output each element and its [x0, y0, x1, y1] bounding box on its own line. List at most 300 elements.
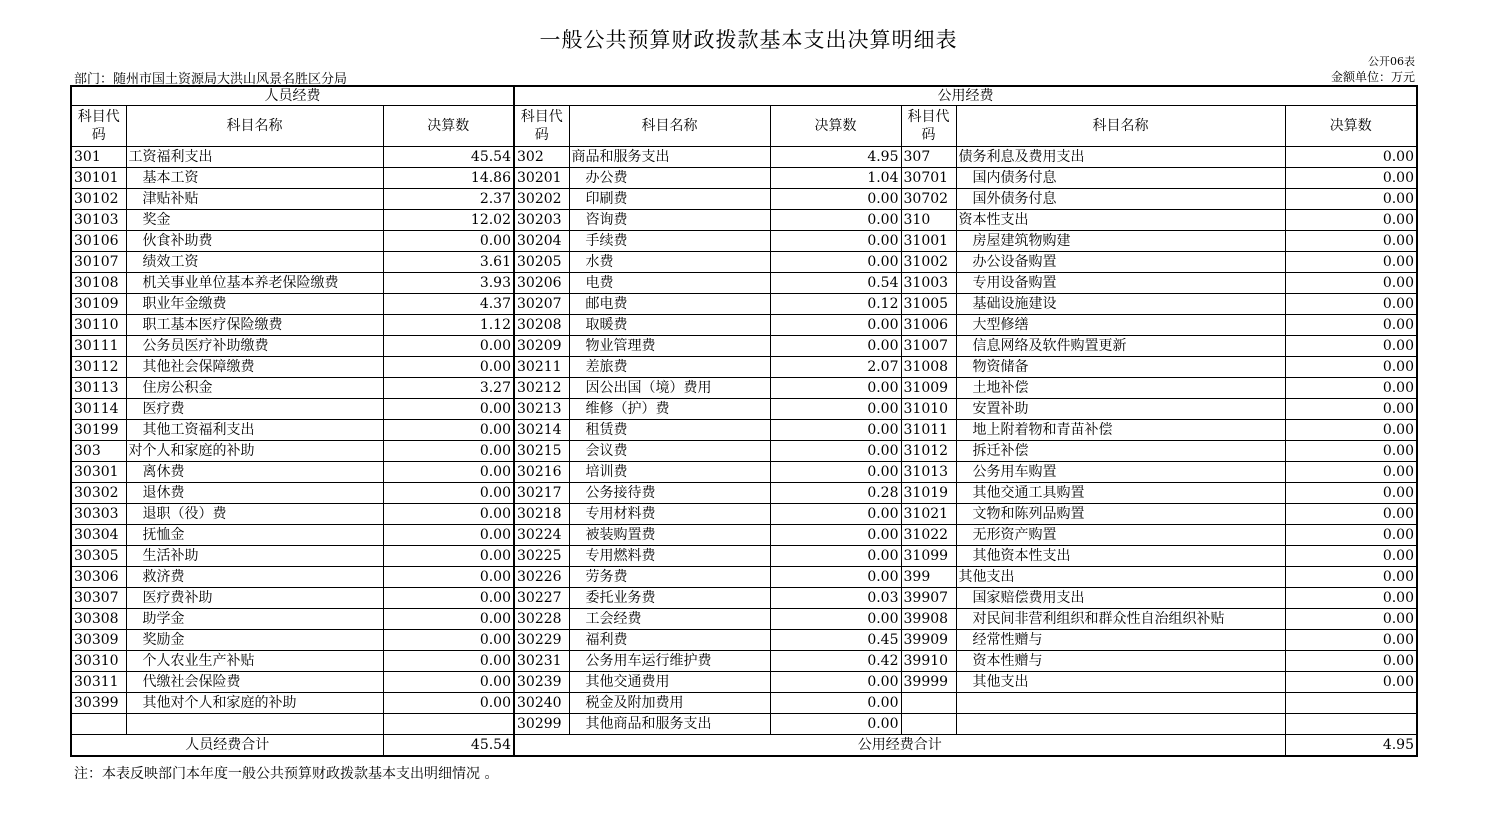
row-name: 工会经费 — [569, 609, 770, 630]
row-amount: 0.00 — [383, 546, 514, 567]
table-row — [71, 651, 1417, 672]
row-amount: 0.00 — [383, 567, 514, 588]
row-amount: 0.00 — [1285, 189, 1417, 210]
row-code: 30214 — [514, 420, 569, 441]
row-code: 30207 — [514, 294, 569, 315]
row-amount: 14.86 — [383, 168, 514, 189]
row-name: 土地补偿 — [956, 378, 1285, 399]
row-amount: 0.00 — [770, 441, 901, 462]
row-name: 退休费 — [126, 483, 383, 504]
row-code: 31019 — [901, 483, 956, 504]
row-name: 助学金 — [126, 609, 383, 630]
department-label: 部门：随州市国土资源局大洪山风景名胜区分局 — [74, 72, 348, 87]
row-name: 福利费 — [569, 630, 770, 651]
row-amount: 0.00 — [383, 525, 514, 546]
row-code: 30303 — [71, 504, 126, 525]
row-amount: 0.00 — [383, 504, 514, 525]
section-personnel: 人员经费 — [71, 86, 514, 106]
row-amount: 0.00 — [770, 462, 901, 483]
table-row — [71, 546, 1417, 567]
row-name: 电费 — [569, 273, 770, 294]
row-name: 公务接待费 — [569, 483, 770, 504]
table-row — [71, 525, 1417, 546]
row-name: 基础设施建设 — [956, 294, 1285, 315]
row-amount: 0.00 — [383, 357, 514, 378]
row-code: 31010 — [901, 399, 956, 420]
row-code: 31099 — [901, 546, 956, 567]
header-amount: 决算数 — [383, 106, 514, 147]
row-name: 会议费 — [569, 441, 770, 462]
row-amount: 0.00 — [383, 588, 514, 609]
row-code: 30216 — [514, 462, 569, 483]
row-code: 303 — [71, 441, 126, 462]
table-row — [71, 567, 1417, 588]
row-code: 31021 — [901, 504, 956, 525]
row-amount: 0.00 — [383, 651, 514, 672]
row-code: 30211 — [514, 357, 569, 378]
row-amount: 4.37 — [383, 294, 514, 315]
table-row — [71, 630, 1417, 651]
row-amount: 0.00 — [770, 567, 901, 588]
table-row — [71, 672, 1417, 693]
row-amount: 3.61 — [383, 252, 514, 273]
row-name: 代缴社会保险费 — [126, 672, 383, 693]
row-code: 30205 — [514, 252, 569, 273]
row-name: 委托业务费 — [569, 588, 770, 609]
row-code: 30213 — [514, 399, 569, 420]
row-amount: 0.00 — [1285, 672, 1417, 693]
row-amount: 0.00 — [383, 462, 514, 483]
row-amount: 0.00 — [1285, 273, 1417, 294]
row-name: 对民间非营利组织和群众性自治组织补贴 — [956, 609, 1285, 630]
section-public: 公用经费 — [514, 86, 1417, 106]
row-code: 30299 — [514, 714, 569, 735]
row-code: 31003 — [901, 273, 956, 294]
row-code: 30311 — [71, 672, 126, 693]
row-code — [71, 714, 126, 735]
row-name: 抚恤金 — [126, 525, 383, 546]
row-name: 专用设备购置 — [956, 273, 1285, 294]
row-amount: 0.00 — [770, 252, 901, 273]
row-amount: 0.00 — [383, 399, 514, 420]
row-code: 310 — [901, 210, 956, 231]
row-amount: 0.00 — [770, 420, 901, 441]
row-name: 公务用车运行维护费 — [569, 651, 770, 672]
row-code: 31011 — [901, 420, 956, 441]
row-name: 资本性支出 — [956, 210, 1285, 231]
table-row — [71, 504, 1417, 525]
row-amount: 0.00 — [1285, 336, 1417, 357]
row-code: 307 — [901, 147, 956, 168]
row-code: 30307 — [71, 588, 126, 609]
header-amount: 决算数 — [770, 106, 901, 147]
row-name: 国内债务付息 — [956, 168, 1285, 189]
row-code: 30227 — [514, 588, 569, 609]
row-code: 39907 — [901, 588, 956, 609]
row-amount: 3.27 — [383, 378, 514, 399]
row-name: 税金及附加费用 — [569, 693, 770, 714]
row-code: 30302 — [71, 483, 126, 504]
row-amount: 0.00 — [1285, 609, 1417, 630]
row-code: 30201 — [514, 168, 569, 189]
row-name: 信息网络及软件购置更新 — [956, 336, 1285, 357]
row-code: 30202 — [514, 189, 569, 210]
row-code: 30239 — [514, 672, 569, 693]
row-code: 30109 — [71, 294, 126, 315]
row-code: 30209 — [514, 336, 569, 357]
row-amount: 0.00 — [770, 231, 901, 252]
row-code: 30301 — [71, 462, 126, 483]
header-name: 科目名称 — [956, 106, 1285, 147]
row-code: 30217 — [514, 483, 569, 504]
row-code: 39908 — [901, 609, 956, 630]
row-code: 30208 — [514, 315, 569, 336]
row-code: 30215 — [514, 441, 569, 462]
row-code — [901, 714, 956, 735]
row-name: 咨询费 — [569, 210, 770, 231]
row-name: 基本工资 — [126, 168, 383, 189]
row-name: 公务用车购置 — [956, 462, 1285, 483]
footnote: 注：本表反映部门本年度一般公共预算财政拨款基本支出明细情况 。 — [74, 766, 499, 782]
table-row — [71, 168, 1417, 189]
row-code: 30106 — [71, 231, 126, 252]
row-name — [956, 714, 1285, 735]
row-code: 30103 — [71, 210, 126, 231]
row-amount: 0.00 — [1285, 168, 1417, 189]
row-amount: 0.00 — [1285, 588, 1417, 609]
row-code: 31022 — [901, 525, 956, 546]
row-amount: 45.54 — [383, 147, 514, 168]
row-code: 30107 — [71, 252, 126, 273]
row-code: 30111 — [71, 336, 126, 357]
row-name: 公务员医疗补助缴费 — [126, 336, 383, 357]
row-name: 其他支出 — [956, 672, 1285, 693]
row-name: 拆迁补偿 — [956, 441, 1285, 462]
row-name: 对个人和家庭的补助 — [126, 441, 383, 462]
row-code: 30199 — [71, 420, 126, 441]
row-code: 30309 — [71, 630, 126, 651]
row-code: 30702 — [901, 189, 956, 210]
row-name: 地上附着物和青苗补偿 — [956, 420, 1285, 441]
table-row — [71, 714, 1417, 735]
row-code: 30224 — [514, 525, 569, 546]
row-amount: 0.00 — [770, 525, 901, 546]
row-name: 个人农业生产补贴 — [126, 651, 383, 672]
row-amount: 0.00 — [770, 336, 901, 357]
row-code: 31005 — [901, 294, 956, 315]
row-amount: 0.12 — [770, 294, 901, 315]
row-name: 其他工资福利支出 — [126, 420, 383, 441]
row-code: 31002 — [901, 252, 956, 273]
table-row — [71, 609, 1417, 630]
row-name: 津贴补贴 — [126, 189, 383, 210]
header-code: 科目代码 — [71, 106, 126, 147]
row-amount: 0.00 — [1285, 483, 1417, 504]
row-name: 劳务费 — [569, 567, 770, 588]
row-amount — [1285, 693, 1417, 714]
row-code: 31009 — [901, 378, 956, 399]
row-code — [901, 693, 956, 714]
row-amount: 0.00 — [770, 189, 901, 210]
expenditure-table — [70, 85, 1418, 757]
amount-unit-label: 金额单位：万元 — [1330, 70, 1415, 84]
row-name: 国外债务付息 — [956, 189, 1285, 210]
row-name: 其他交通工具购置 — [956, 483, 1285, 504]
row-amount: 0.00 — [1285, 147, 1417, 168]
row-code: 30399 — [71, 693, 126, 714]
table-row — [71, 273, 1417, 294]
table-row — [71, 231, 1417, 252]
row-name: 生活补助 — [126, 546, 383, 567]
row-amount: 4.95 — [770, 147, 901, 168]
row-name: 伙食补助费 — [126, 231, 383, 252]
row-name: 无形资产购置 — [956, 525, 1285, 546]
row-amount: 0.00 — [1285, 210, 1417, 231]
table-row — [71, 294, 1417, 315]
row-code: 30308 — [71, 609, 126, 630]
row-amount: 2.07 — [770, 357, 901, 378]
row-amount: 0.00 — [1285, 294, 1417, 315]
row-code: 39999 — [901, 672, 956, 693]
row-code: 30102 — [71, 189, 126, 210]
table-row — [71, 315, 1417, 336]
row-code: 30113 — [71, 378, 126, 399]
row-amount: 0.42 — [770, 651, 901, 672]
row-amount: 0.00 — [770, 504, 901, 525]
row-name: 其他资本性支出 — [956, 546, 1285, 567]
row-name: 退职（役）费 — [126, 504, 383, 525]
row-amount: 12.02 — [383, 210, 514, 231]
row-amount: 0.00 — [1285, 546, 1417, 567]
row-name: 离休费 — [126, 462, 383, 483]
row-amount: 0.00 — [770, 672, 901, 693]
row-code: 31012 — [901, 441, 956, 462]
row-name: 机关事业单位基本养老保险缴费 — [126, 273, 383, 294]
row-amount: 0.00 — [383, 693, 514, 714]
row-name: 培训费 — [569, 462, 770, 483]
row-name: 物资储备 — [956, 357, 1285, 378]
row-name: 其他支出 — [956, 567, 1285, 588]
row-code: 30206 — [514, 273, 569, 294]
header-name: 科目名称 — [126, 106, 383, 147]
row-amount: 0.00 — [770, 378, 901, 399]
row-name: 奖金 — [126, 210, 383, 231]
form-number: 公开06表 — [1368, 55, 1415, 68]
row-amount: 0.00 — [770, 399, 901, 420]
row-code: 30701 — [901, 168, 956, 189]
header-code: 科目代码 — [901, 106, 956, 147]
row-name: 取暖费 — [569, 315, 770, 336]
table-row — [71, 588, 1417, 609]
table-row — [71, 357, 1417, 378]
row-name: 安置补助 — [956, 399, 1285, 420]
row-amount: 0.00 — [1285, 651, 1417, 672]
row-name: 商品和服务支出 — [569, 147, 770, 168]
table-row — [71, 252, 1417, 273]
row-amount: 0.00 — [383, 672, 514, 693]
row-name: 被装购置费 — [569, 525, 770, 546]
row-amount: 0.00 — [383, 420, 514, 441]
row-code: 30101 — [71, 168, 126, 189]
row-code: 30240 — [514, 693, 569, 714]
row-code: 30231 — [514, 651, 569, 672]
row-name: 邮电费 — [569, 294, 770, 315]
public-total-value: 4.95 — [1285, 735, 1417, 757]
row-code: 31013 — [901, 462, 956, 483]
row-code: 30306 — [71, 567, 126, 588]
row-code: 30229 — [514, 630, 569, 651]
row-amount: 0.00 — [383, 483, 514, 504]
row-code: 302 — [514, 147, 569, 168]
page-title: 一般公共预算财政拨款基本支出决算明细表 — [539, 28, 958, 52]
row-code: 39910 — [901, 651, 956, 672]
table-row — [71, 189, 1417, 210]
row-name: 其他商品和服务支出 — [569, 714, 770, 735]
row-amount: 0.03 — [770, 588, 901, 609]
row-name: 维修（护）费 — [569, 399, 770, 420]
row-name: 房屋建筑物购建 — [956, 231, 1285, 252]
row-amount: 0.00 — [1285, 462, 1417, 483]
row-code: 31008 — [901, 357, 956, 378]
totals-row — [71, 735, 1417, 757]
row-amount: 0.28 — [770, 483, 901, 504]
table-row — [71, 210, 1417, 231]
row-name: 职业年金缴费 — [126, 294, 383, 315]
row-name: 救济费 — [126, 567, 383, 588]
row-amount: 0.00 — [770, 546, 901, 567]
header-code: 科目代码 — [514, 106, 569, 147]
row-code: 30218 — [514, 504, 569, 525]
row-amount: 0.00 — [770, 609, 901, 630]
row-amount: 0.00 — [1285, 567, 1417, 588]
row-code: 30112 — [71, 357, 126, 378]
row-name: 其他社会保障缴费 — [126, 357, 383, 378]
row-name: 奖励金 — [126, 630, 383, 651]
table-row — [71, 336, 1417, 357]
row-name: 医疗费 — [126, 399, 383, 420]
row-amount — [1285, 714, 1417, 735]
row-amount: 0.45 — [770, 630, 901, 651]
row-code: 30304 — [71, 525, 126, 546]
row-amount — [383, 714, 514, 735]
row-code: 30310 — [71, 651, 126, 672]
table-row — [71, 399, 1417, 420]
row-name: 印刷费 — [569, 189, 770, 210]
row-code: 30305 — [71, 546, 126, 567]
row-code: 30203 — [514, 210, 569, 231]
row-amount: 0.00 — [383, 441, 514, 462]
row-name: 专用燃料费 — [569, 546, 770, 567]
row-name — [126, 714, 383, 735]
table-row — [71, 483, 1417, 504]
row-amount: 0.00 — [1285, 231, 1417, 252]
row-name: 医疗费补助 — [126, 588, 383, 609]
row-amount: 0.00 — [1285, 441, 1417, 462]
row-name: 专用材料费 — [569, 504, 770, 525]
table-row — [71, 420, 1417, 441]
table-row — [71, 693, 1417, 714]
row-name: 因公出国（境）费用 — [569, 378, 770, 399]
row-amount: 2.37 — [383, 189, 514, 210]
table-row — [71, 378, 1417, 399]
row-name: 水费 — [569, 252, 770, 273]
row-name: 其他对个人和家庭的补助 — [126, 693, 383, 714]
row-amount: 3.93 — [383, 273, 514, 294]
row-code: 30204 — [514, 231, 569, 252]
row-amount: 0.00 — [1285, 420, 1417, 441]
row-name: 物业管理费 — [569, 336, 770, 357]
table-row — [71, 441, 1417, 462]
row-amount: 0.00 — [1285, 315, 1417, 336]
row-amount: 0.00 — [1285, 252, 1417, 273]
row-code: 30225 — [514, 546, 569, 567]
row-amount: 0.00 — [1285, 504, 1417, 525]
table-row — [71, 462, 1417, 483]
row-code: 30212 — [514, 378, 569, 399]
row-amount: 0.00 — [383, 609, 514, 630]
row-amount: 0.00 — [1285, 630, 1417, 651]
row-name: 文物和陈列品购置 — [956, 504, 1285, 525]
row-code: 30228 — [514, 609, 569, 630]
row-name: 差旅费 — [569, 357, 770, 378]
row-amount: 0.00 — [1285, 525, 1417, 546]
public-total-label: 公用经费合计 — [514, 735, 1285, 757]
row-amount: 0.00 — [770, 693, 901, 714]
row-amount: 0.00 — [1285, 357, 1417, 378]
row-code: 301 — [71, 147, 126, 168]
row-amount: 0.00 — [383, 336, 514, 357]
row-amount: 0.00 — [1285, 399, 1417, 420]
row-code: 31001 — [901, 231, 956, 252]
row-amount: 1.04 — [770, 168, 901, 189]
row-code: 30110 — [71, 315, 126, 336]
table-row — [71, 147, 1417, 168]
row-name: 资本性赠与 — [956, 651, 1285, 672]
row-name — [956, 693, 1285, 714]
header-amount: 决算数 — [1285, 106, 1417, 147]
row-name: 债务利息及费用支出 — [956, 147, 1285, 168]
row-amount: 0.00 — [770, 714, 901, 735]
row-amount: 0.54 — [770, 273, 901, 294]
row-amount: 0.00 — [770, 210, 901, 231]
row-name: 工资福利支出 — [126, 147, 383, 168]
row-amount: 0.00 — [383, 630, 514, 651]
row-name: 办公设备购置 — [956, 252, 1285, 273]
row-code: 39909 — [901, 630, 956, 651]
row-name: 手续费 — [569, 231, 770, 252]
row-name: 大型修缮 — [956, 315, 1285, 336]
row-code: 31007 — [901, 336, 956, 357]
row-amount: 0.00 — [383, 231, 514, 252]
row-name: 住房公积金 — [126, 378, 383, 399]
personnel-total-value: 45.54 — [383, 735, 514, 757]
row-code: 31006 — [901, 315, 956, 336]
row-name: 办公费 — [569, 168, 770, 189]
row-name: 职工基本医疗保险缴费 — [126, 315, 383, 336]
row-code: 30226 — [514, 567, 569, 588]
row-code: 399 — [901, 567, 956, 588]
row-amount: 1.12 — [383, 315, 514, 336]
row-code: 30108 — [71, 273, 126, 294]
personnel-total-label: 人员经费合计 — [71, 735, 383, 757]
header-name: 科目名称 — [569, 106, 770, 147]
row-name: 其他交通费用 — [569, 672, 770, 693]
row-amount: 0.00 — [770, 315, 901, 336]
row-name: 绩效工资 — [126, 252, 383, 273]
row-name: 租赁费 — [569, 420, 770, 441]
row-code: 30114 — [71, 399, 126, 420]
row-name: 国家赔偿费用支出 — [956, 588, 1285, 609]
